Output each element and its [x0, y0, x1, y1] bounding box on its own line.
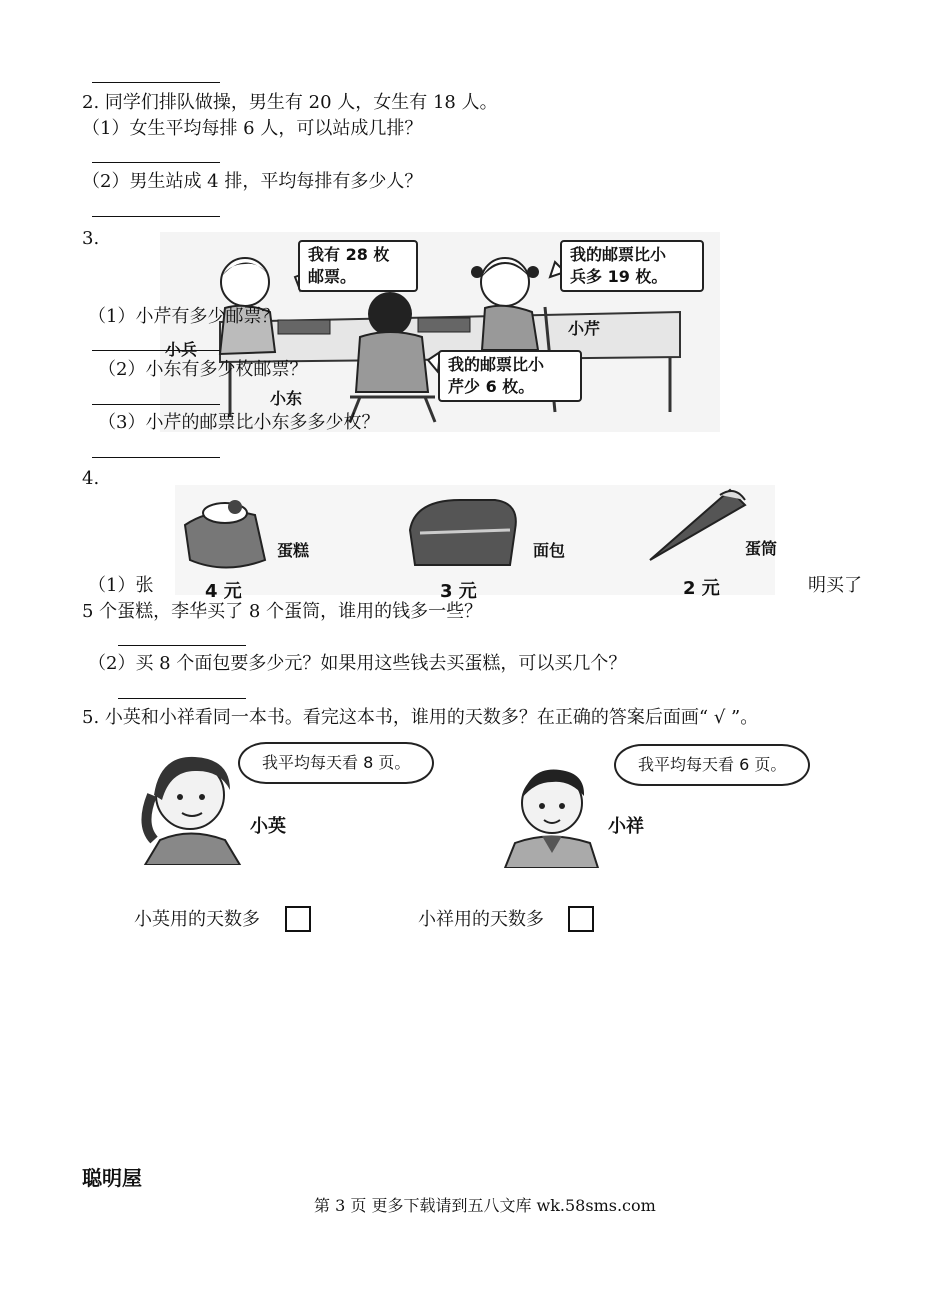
- name-xiang: 小祥: [608, 816, 644, 837]
- answer-line-q4-2: [118, 698, 246, 699]
- bubble-ying: 我平均每天看 8 页。: [238, 742, 434, 784]
- name-qin: 小芹: [568, 319, 601, 338]
- q2-stem: 2. 同学们排队做操，男生有 20 人，女生有 18 人。: [82, 92, 498, 113]
- answer-line-q2-2: [92, 216, 220, 217]
- answer-line-q4-1: [118, 645, 246, 646]
- answer-line-q3-1: [92, 350, 220, 351]
- bubble-xiang: 我平均每天看 6 页。: [614, 744, 810, 786]
- q4-sub1-end: 明买了: [808, 575, 862, 596]
- q2-sub2: （2）男生站成 4 排，平均每排有多少人？: [82, 171, 423, 192]
- option-xiang-label: 小祥用的天数多: [418, 909, 544, 930]
- page-footer: 第 3 页 更多下载请到五八文库 wk.58sms.com: [314, 1196, 656, 1215]
- bubble-bing: 我有 28 枚 邮票。: [298, 240, 418, 292]
- food-name-cone: 蛋筒: [745, 539, 778, 558]
- q4-sub1-start: （1）张: [88, 575, 154, 596]
- answer-line-q1: [92, 82, 220, 83]
- option-ying-label: 小英用的天数多: [134, 909, 260, 930]
- q4-sub1-line2: 5 个蛋糕，李华买了 8 个蛋筒，谁用的钱多一些？: [82, 601, 483, 622]
- bubble-qin: 我的邮票比小 兵多 19 枚。: [560, 240, 704, 292]
- bubble-dong: 我的邮票比小 芹少 6 枚。: [438, 350, 582, 402]
- food-name-cake: 蛋糕: [277, 541, 310, 560]
- answer-line-q3-2: [92, 404, 220, 405]
- answer-line-q3-3: [92, 457, 220, 458]
- checkbox-xiang[interactable]: [568, 906, 594, 932]
- q3-sub3: （3）小芹的邮票比小东多多少枚？: [98, 412, 380, 433]
- name-ying: 小英: [250, 816, 286, 837]
- q3-sub2: （2）小东有多少枚邮票？: [98, 359, 308, 380]
- boy-xiaoxiang-illustration: [500, 758, 600, 868]
- name-dong: 小东: [270, 389, 303, 408]
- name-bing: 小兵: [165, 340, 198, 359]
- price-bread: 3 元: [440, 581, 477, 602]
- q4-number: 4.: [82, 468, 100, 489]
- checkbox-ying[interactable]: [285, 906, 311, 932]
- food-name-bread: 面包: [533, 541, 566, 560]
- q5-stem: 5. 小英和小祥看同一本书。看完这本书，谁用的天数多？在正确的答案后面画“ √ ”。: [82, 707, 759, 728]
- girl-xiaoying-illustration: [140, 745, 250, 865]
- q3-sub1: （1）小芹有多少邮票？: [88, 306, 280, 327]
- price-cone: 2 元: [683, 578, 720, 599]
- q2-sub1: （1）女生平均每排 6 人，可以站成几排？: [82, 118, 423, 139]
- price-cake: 4 元: [205, 581, 242, 602]
- q3-number: 3.: [82, 228, 100, 249]
- section-title: 聪明屋: [82, 1166, 142, 1190]
- q4-sub2: （2）买 8 个面包要多少元？如果用这些钱去买蛋糕，可以买几个？: [88, 653, 627, 674]
- answer-line-q2-1: [92, 162, 220, 163]
